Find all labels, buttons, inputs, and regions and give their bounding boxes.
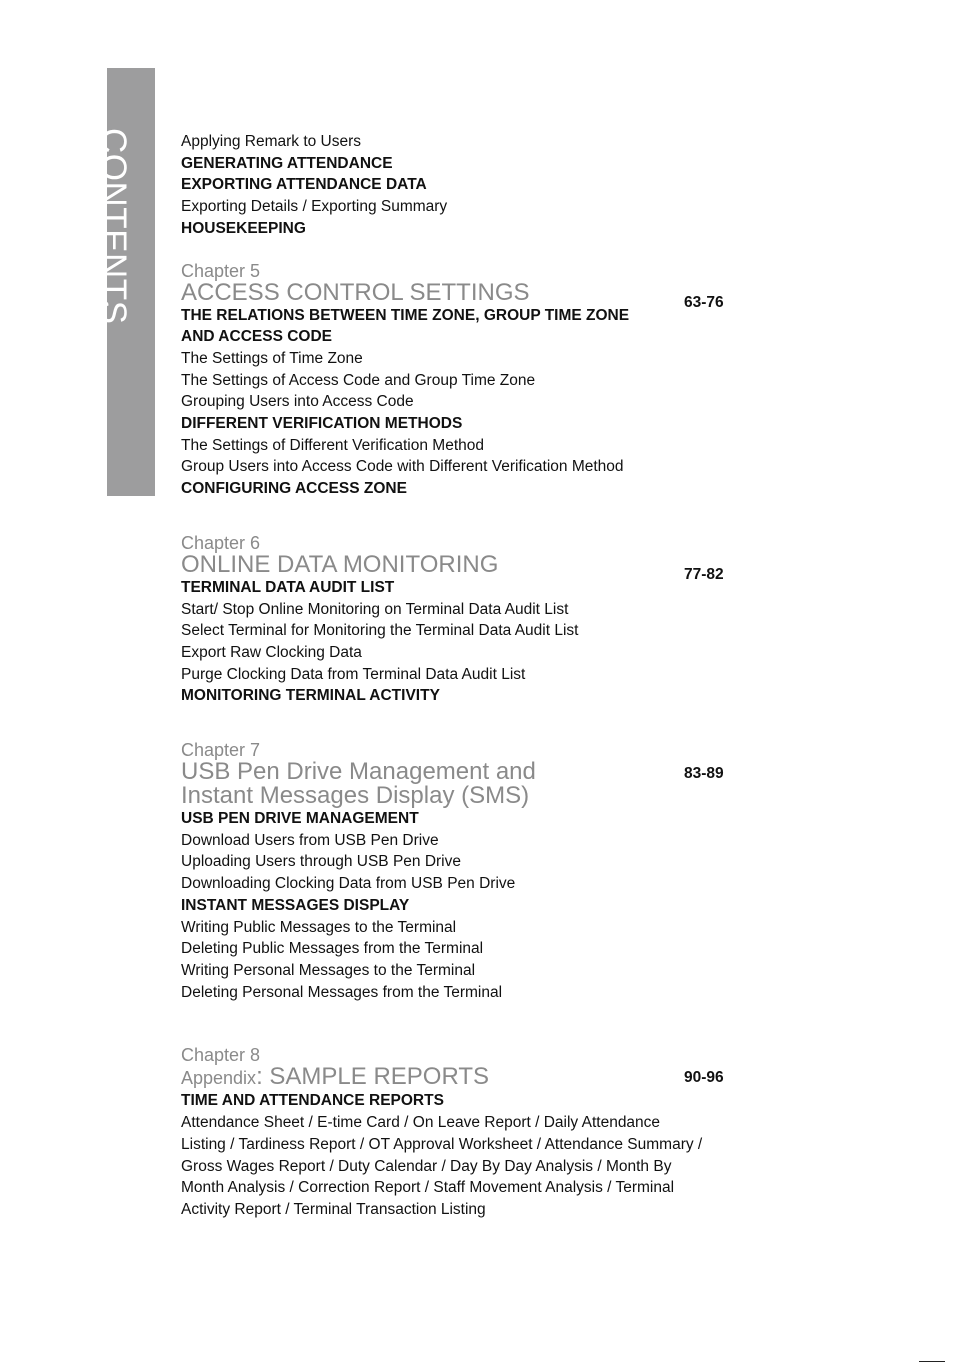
toc-section-heading: INSTANT MESSAGES DISPLAY bbox=[181, 896, 410, 914]
toc-item: The Settings of Different Verification Method bbox=[181, 436, 484, 454]
toc-section-heading: TIME AND ATTENDANCE REPORTS bbox=[181, 1092, 444, 1110]
toc-item: Start/ Stop Online Monitoring on Terminal Data Audit List bbox=[181, 600, 569, 618]
chapter-7 bbox=[181, 740, 741, 1003]
contents-side-tab bbox=[94, 68, 155, 496]
chapter-page-range: 77-82 bbox=[684, 565, 724, 583]
toc-item: Download Users from USB Pen Drive bbox=[181, 831, 439, 849]
toc-section-heading: CONFIGURING ACCESS ZONE bbox=[181, 480, 407, 498]
chapter-title-main: : SAMPLE REPORTS bbox=[256, 1063, 490, 1091]
chapter-label: Chapter 7 bbox=[181, 740, 261, 761]
toc-item: The Settings of Time Zone bbox=[181, 349, 363, 367]
toc-section-heading: USB PEN DRIVE MANAGEMENT bbox=[181, 810, 419, 828]
toc-item: Uploading Users through USB Pen Drive bbox=[181, 853, 461, 871]
chapter-title: ACCESS CONTROL SETTINGS bbox=[181, 278, 530, 306]
chapter-8 bbox=[181, 1045, 741, 1220]
chapter-title-line-2: Instant Messages Display (SMS) bbox=[181, 782, 530, 810]
toc-item: The Settings of Access Code and Group Time Zone bbox=[181, 371, 536, 389]
toc-section-heading: EXPORTING ATTENDANCE DATA bbox=[181, 176, 427, 194]
page-footer-rule bbox=[919, 1361, 945, 1362]
toc-item: Applying Remark to Users bbox=[181, 133, 362, 150]
intro-list bbox=[181, 131, 741, 240]
toc-item: Writing Personal Messages to the Terminal bbox=[181, 961, 476, 979]
chapter-5 bbox=[181, 261, 741, 500]
toc-item: Activity Report / Terminal Transaction Listing bbox=[181, 1200, 486, 1218]
chapter-page-range: 63-76 bbox=[684, 293, 724, 311]
contents-side-label: CONTENTS bbox=[94, 128, 133, 325]
toc-item: Listing / Tardiness Report / OT Approval Worksheet / Attendance Summary / bbox=[181, 1135, 703, 1153]
chapter-title: ONLINE DATA MONITORING bbox=[181, 550, 499, 578]
toc-item: Attendance Sheet / E-time Card / On Leave Report / Daily Attendance bbox=[181, 1114, 661, 1132]
chapter-label: Chapter 8 bbox=[181, 1045, 261, 1066]
toc-item: Writing Public Messages to the Terminal bbox=[181, 918, 457, 936]
toc-section-heading: AND ACCESS CODE bbox=[181, 328, 332, 346]
toc-section-heading: MONITORING TERMINAL ACTIVITY bbox=[181, 687, 440, 705]
toc-item: Deleting Public Messages from the Terminal bbox=[181, 940, 484, 958]
chapter-label: Chapter 5 bbox=[181, 260, 261, 281]
toc-item: Downloading Clocking Data from USB Pen Drive bbox=[181, 875, 516, 893]
toc-section-heading: HOUSEKEEPING bbox=[181, 219, 306, 237]
chapter-page-range: 90-96 bbox=[684, 1069, 724, 1087]
toc-section-heading: TERMINAL DATA AUDIT LIST bbox=[181, 578, 395, 596]
toc-item: Exporting Details / Exporting Summary bbox=[181, 198, 448, 216]
chapter-title bbox=[181, 1065, 741, 1090]
toc-item: Purge Clocking Data from Terminal Data Audit List bbox=[181, 665, 526, 683]
toc-section-heading: GENERATING ATTENDANCE bbox=[181, 154, 393, 172]
toc-item: Group Users into Access Code with Different Verification Method bbox=[181, 458, 624, 476]
toc-section-heading: DIFFERENT VERIFICATION METHODS bbox=[181, 415, 463, 433]
toc-content bbox=[181, 131, 741, 1221]
toc-item: Export Raw Clocking Data bbox=[181, 643, 362, 661]
chapter-title-prefix: Appendix bbox=[181, 1068, 257, 1089]
toc-item: Gross Wages Report / Duty Calendar / Day By Day Analysis / Month By bbox=[181, 1157, 672, 1175]
toc-item: Grouping Users into Access Code bbox=[181, 393, 414, 411]
chapter-label: Chapter 6 bbox=[181, 532, 261, 553]
chapter-title-line-1: USB Pen Drive Management and bbox=[181, 758, 536, 786]
toc-item: Select Terminal for Monitoring the Terminal Data Audit List bbox=[181, 622, 579, 640]
toc-item: Month Analysis / Correction Report / Staff Movement Analysis / Terminal bbox=[181, 1179, 675, 1197]
toc-item: Deleting Personal Messages from the Terminal bbox=[181, 983, 503, 1001]
chapter-6 bbox=[181, 533, 741, 707]
chapter-page-range: 83-89 bbox=[684, 765, 724, 783]
toc-section-heading: THE RELATIONS BETWEEN TIME ZONE, GROUP TIME ZONE bbox=[181, 306, 630, 324]
